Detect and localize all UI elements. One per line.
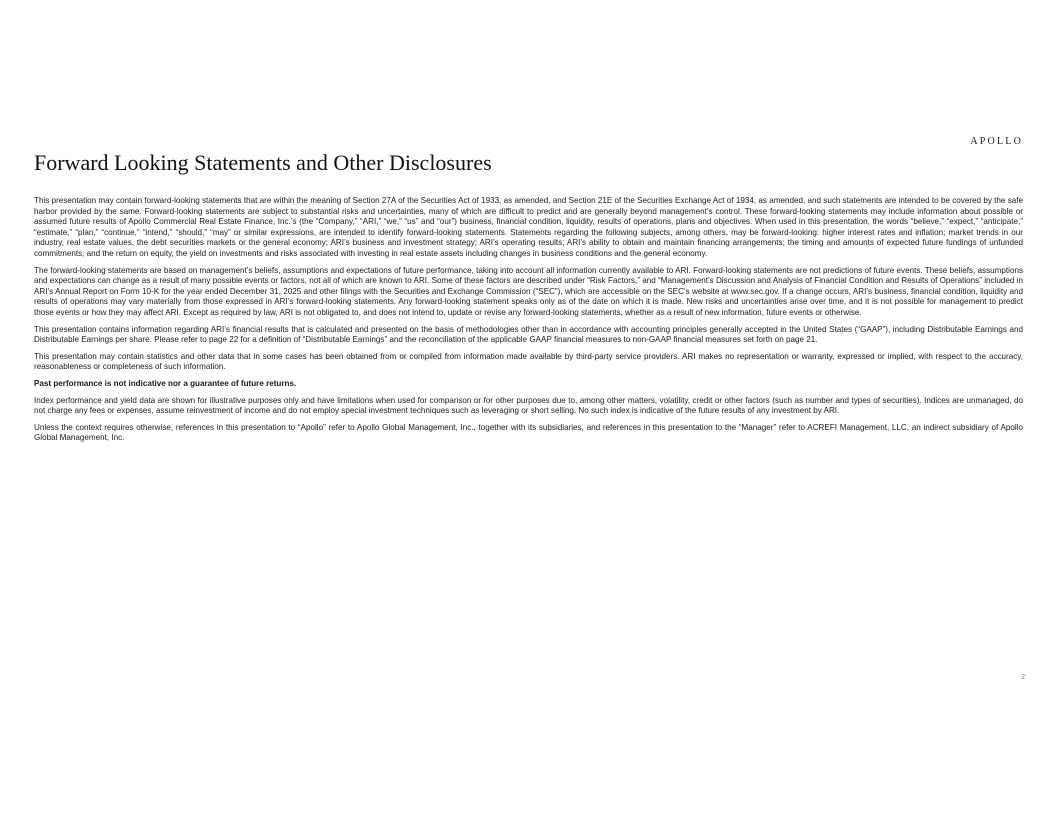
forward-looking-paragraph: This presentation may contain forward-looking statements that are within the meaning of Section 27A of the Securities Act of 1933, as amended, and Section 21E of the Securities Exchange Act of 1934, as amended, and such statements are intended to be covered by the safe harbor provided by the same. Forward-looking statements are subject to substantial risks and uncertainties, many of which are difficult to predict and are generally beyond management’s control. These forward-looking statements may include information about possible or assumed future results of Apollo Commercial Real Estate Finance, Inc.’s (the “Company,” “ARI,” “we,” “us” and “our”) business, financial condition, liquidity, results of operations, plans and objectives. When used in this presentation, the words “believe,” “expect,” “anticipate,” “estimate,” “plan,” “continue,” “intend,” “should,” “may” or similar expressions, are intended to identify forward-looking statements. Statements regarding the following subjects, among others, may be forward-looking: higher interest rates and inflation; market trends in our industry, real estate values, the debt securities markets or the general economy; ARI’s business and investment strategy; ARI’s operating results; ARI’s ability to obtain and maintain financing arrangements; the timing and amounts of expected future fundings of unfunded commitments; and the return on equity, the yield on investments and risks associated with investing in real estate assets including changes in business conditions and the general economy. [34,196,1023,258]
non-gaap-paragraph: This presentation contains information regarding ARI’s financial results that is calculated and presented on the basis of methodologies other than in accordance with accounting principles generally accepted in the United States (“GAAP”), including Distributable Earnings and Distributable Earnings per share. Please refer to page 22 for a definition of “Distributable Earnings” and the reconciliation of the applicable GAAP financial measures to non-GAAP financial measures set forth on page 21. [34,324,1023,345]
page-number: 2 [1021,674,1025,681]
third-party-data-paragraph: This presentation may contain statistics and other data that in some cases has been obtained from or compiled from information made available by third-party service providers. ARI makes no representation or warranty, expressed or implied, with respect to the accuracy, reasonableness or completeness of such information. [34,351,1023,372]
index-performance-paragraph: Index performance and yield data are shown for illustrative purposes only and have limitations when used for comparison or for other purposes due to, among other matters, volatility, credit or other factors (such as number and types of securities). Indices are unmanaged, do not charge any fees or expenses, assume reinvestment of income and do not employ special investment techniques such as leveraging or short selling. No such index is indicative of the future results of any investment by ARI. [34,395,1023,416]
definitions-paragraph: Unless the context requires otherwise, references in this presentation to “Apollo” refer to Apollo Global Management, Inc., together with its subsidiaries, and references in this presentation to the “Manager” refer to ACREFI Management, LLC, an indirect subsidiary of Apollo Global Management, Inc. [34,422,1023,443]
page-title: Forward Looking Statements and Other Disclosures [34,150,492,175]
past-performance-disclaimer: Past performance is not indicative nor a guarantee of future returns. [34,378,297,388]
assumptions-paragraph: The forward-looking statements are based on management’s beliefs, assumptions and expectations of future performance, taking into account all information currently available to ARI. Forward-looking statements are not predictions of future events. These beliefs, assumptions and expectations can change as a result of many possible events or factors, not all of which are known to ARI. Some of these factors are described under “Risk Factors,” and “Management’s Discussion and Analysis of Financial Condition and Results of Operations” included in ARI’s Annual Report on Form 10-K for the year ended December 31, 2025 and other filings with the Securities and Exchange Commission (“SEC”), which are accessible on the SEC’s website at www.sec.gov. If a change occurs, ARI’s business, financial condition, liquidity and results of operations may vary materially from those expressed in ARI’s forward-looking statements. Any forward-looking statement speaks only as of the date on which it is made. New risks and uncertainties arise over time, and it is not possible for management to predict those events or how they may affect ARI. Except as required by law, ARI is not obligated to, and does not intend to, update or revise any forward-looking statements, whether as a result of new information, future events or otherwise. [34,265,1023,317]
disclosure-body [34,196,1023,450]
apollo-logo: APOLLO [970,136,1023,147]
